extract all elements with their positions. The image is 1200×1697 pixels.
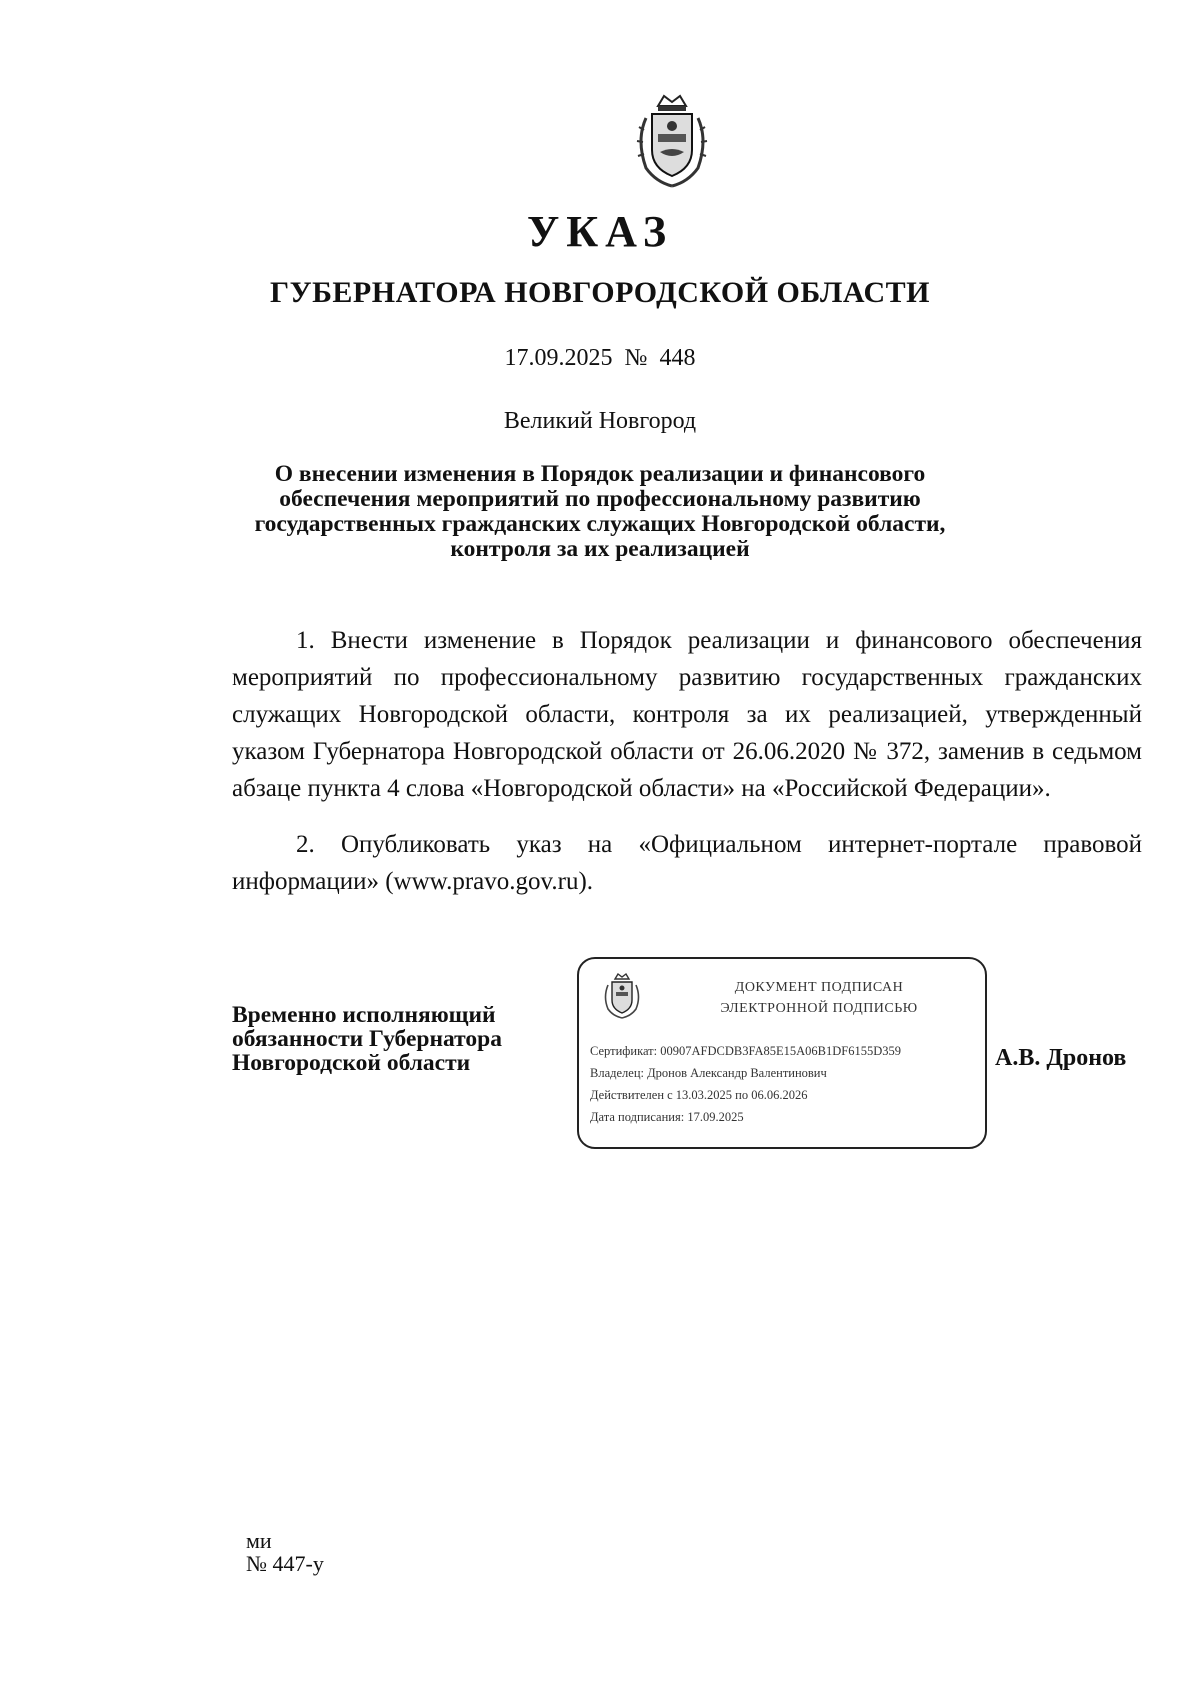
- city-name: Великий Новгород: [503, 408, 697, 434]
- electronic-signature-stamp: [577, 957, 987, 1149]
- stamp-signed-date: Дата подписания: 17.09.2025: [590, 1110, 744, 1124]
- subject-line: О внесении изменения в Порядок реализации и финансового: [274, 461, 926, 487]
- document-number: 448: [659, 345, 696, 371]
- subject-line: обеспечения мероприятий по профессиональному развитию: [279, 486, 921, 512]
- stamp-header: [669, 977, 969, 1019]
- stamp-certificate: Сертификат: 00907AFDCDB3FA85E15A06B1DF6155D359: [590, 1044, 901, 1058]
- issuer-title: ГУБЕРНАТОРА НОВГОРОДСКОЙ ОБЛАСТИ: [269, 276, 931, 309]
- date-number-line: [0, 345, 1200, 372]
- footer-registration-number: № 447-у: [246, 1551, 324, 1576]
- number-sign: №: [624, 345, 648, 371]
- subject-line: государственных гражданских служащих Новгородской области,: [254, 511, 946, 537]
- document-subject: [200, 462, 1000, 562]
- stamp-owner: Владелец: Дронов Александр Валентинович: [590, 1066, 827, 1080]
- novgorod-coat-of-arms-icon: [628, 90, 716, 190]
- body-paragraph-1: 1. Внести изменение в Порядок реализации и финансового обеспечения мероприятий по профессиональному развитию государственных гражданских служащих Новгородской области, контроля за их реализацией, утвержденный указом Губернатора Новгородской области от 26.06.2020 № 372, заменив в седьмом абзаце пункта 4 слова «Новгородской области» на «Российской Федерации».: [232, 627, 1142, 802]
- stamp-header-line: ДОКУМЕНТ ПОДПИСАН: [734, 980, 904, 995]
- novgorod-coat-of-arms-icon: [601, 971, 643, 1019]
- signer-title: [232, 1003, 562, 1075]
- stamp-validity: Действителен с 13.03.2025 по 06.06.2026: [590, 1088, 808, 1102]
- stamp-header-line: ЭЛЕКТРОННОЙ ПОДПИСЬЮ: [720, 1001, 918, 1016]
- signer-name: А.В. Дронов: [995, 1045, 1127, 1071]
- footer-initials: ми: [246, 1528, 272, 1553]
- signer-title-line: Новгородской области: [232, 1050, 471, 1076]
- subject-line: контроля за их реализацией: [450, 536, 750, 562]
- signer-title-line: Временно исполняющий: [232, 1002, 496, 1028]
- body-paragraph-2: 2. Опубликовать указ на «Официальном интернет-портале правовой информации» (www.pravo.gov.ru).: [232, 831, 1142, 895]
- document-type: УКАЗ: [526, 207, 674, 256]
- document-date: 17.09.2025: [504, 345, 613, 371]
- signer-title-line: обязанности Губернатора: [232, 1026, 502, 1052]
